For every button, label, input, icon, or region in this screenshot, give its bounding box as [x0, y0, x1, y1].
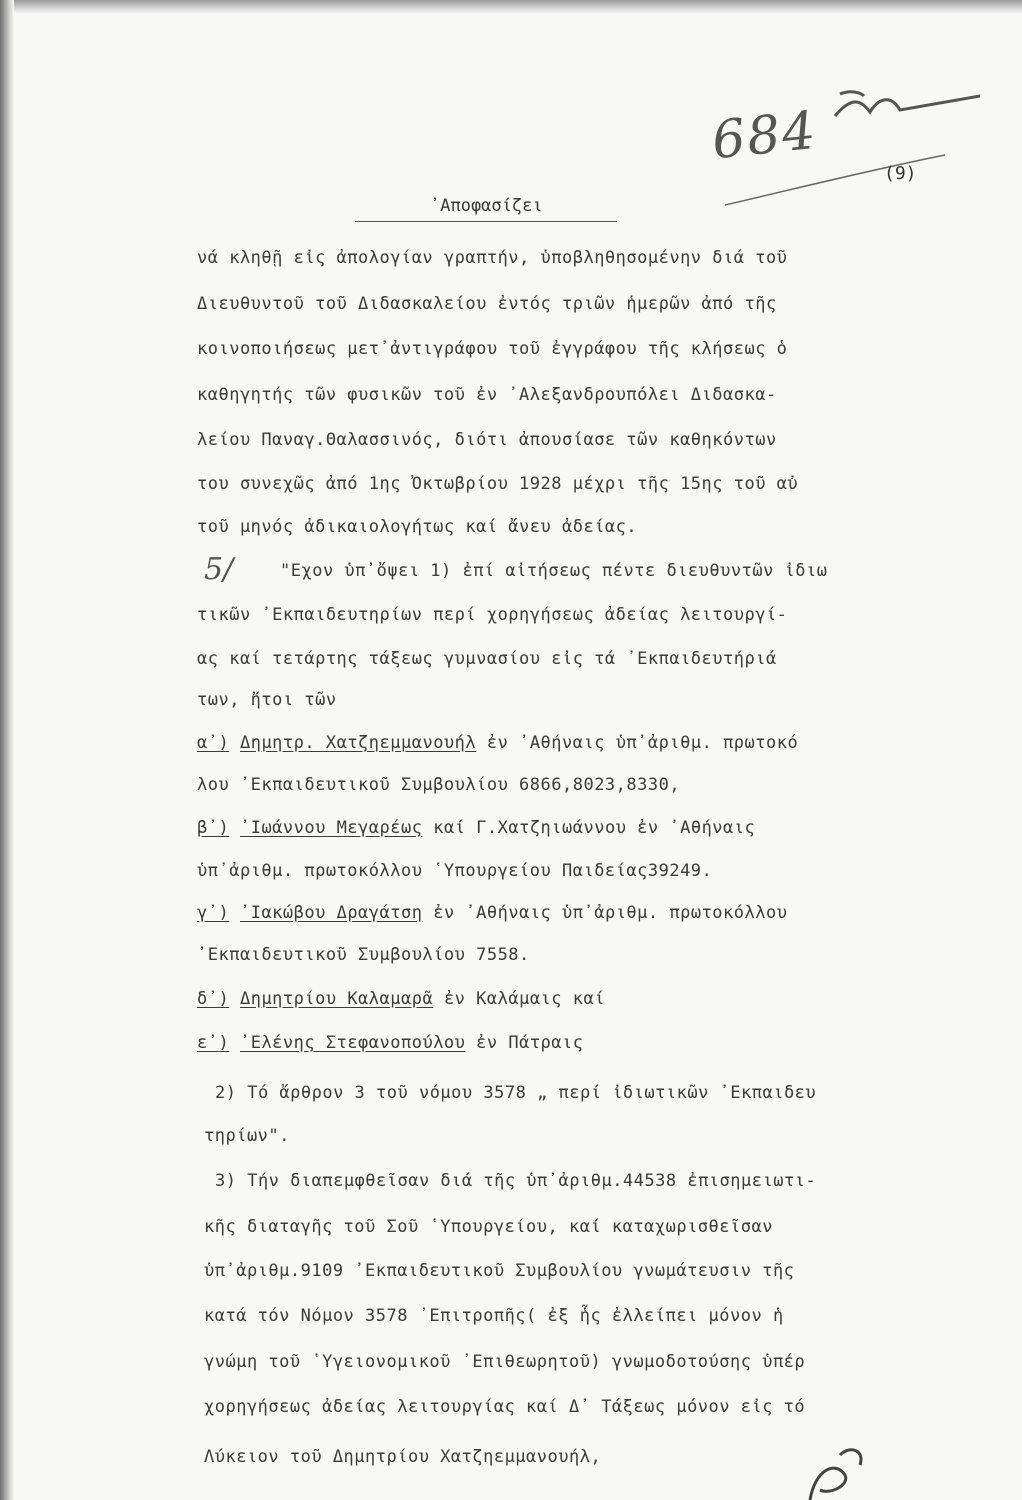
text-line: χορηγήσεως ἀδείας λειτουργίας καί Δ᾽ Τάξεως μόνον εἰς τό	[204, 1397, 806, 1417]
text-line: καθηγητής τῶν φυσικῶν τοῦ ἐν ᾽Αλεξανδρουπόλει Διδασκα-	[197, 385, 777, 405]
page-number: (9)	[884, 163, 917, 184]
text-line: κατά τόν Νόμον 3578 ᾽Επιτροπῆς( ἐξ ἧς ἐλλείπει μόνον ἡ	[204, 1306, 784, 1326]
text-line: ας καί τετάρτης τάξεως γυμνασίου εἰς τά ᾽Εκπαιδευτήριά	[197, 649, 777, 669]
item-label: α᾽)	[197, 733, 230, 753]
list-item	[197, 989, 605, 1009]
list-item	[197, 733, 798, 753]
item-text: ἐν ᾽Αθήναις ὑπ᾽ἀριθμ. πρωτοκό	[476, 733, 799, 753]
text-line	[197, 861, 712, 881]
item-name: ᾽Ιακώβου Δραγάτση	[239, 903, 423, 923]
item-name: Δημητρίου Καλαμαρᾶ	[239, 989, 434, 1009]
handwritten-number: 684	[709, 100, 821, 172]
item-label: γ᾽)	[197, 903, 230, 923]
item-text: ᾽Εκπαιδευτικοῦ Συμβουλίου 7558.	[197, 945, 530, 965]
text-line: "Εχον ὑπ᾽ὄψει 1) ἐπί αἰτήσεως πέντε διευθυντῶν ἰδιω	[280, 561, 828, 581]
item-label: δ᾽)	[197, 989, 230, 1009]
page-left-edge	[0, 0, 14, 1500]
text-line: κοινοποιήσεως μετ᾽ἀντιγράφου τοῦ ἐγγράφου τῆς κλήσεως ὁ	[197, 339, 788, 359]
list-item	[197, 1033, 584, 1053]
item-name: Δημητρ. Χατζηεμμανουήλ	[239, 733, 477, 753]
heading: ᾽Αποφασίζει	[430, 196, 543, 216]
item-text: λου ᾽Εκπαιδευτικοῦ Συμβουλίου 6866,8023,8330,	[197, 775, 681, 795]
handwritten-signature-mark	[790, 1440, 880, 1500]
item-text: ὑπ᾽ἀριθμ. πρωτοκόλλου ῾Υπουργείου Παιδείας39249.	[197, 861, 713, 881]
text-line: νά κληθῇ εἰς ἀπολογίαν γραπτήν, ὑποβληθησομένην διά τοῦ	[197, 248, 788, 268]
text-line: Λύκειον τοῦ Δημητρίου Χατζηεμμανουήλ,	[204, 1447, 602, 1467]
text-line: τηρίων".	[204, 1126, 290, 1146]
item-name: ᾽Ελένης Στεφανοπούλου	[239, 1033, 466, 1053]
handwritten-scribble	[830, 86, 990, 126]
text-line: κῆς διαταγῆς τοῦ Σοῦ ῾Υπουργείου, καί καταχωρισθεῖσαν	[204, 1217, 773, 1237]
item-label: ε᾽)	[197, 1033, 230, 1053]
text-line: 2) Τό ἄρθρον 3 τοῦ νόμου 3578 „ περί ἰδιωτικῶν ᾽Εκπαιδευ	[215, 1083, 817, 1103]
item-name: ᾽Ιωάννου Μεγαρέως	[239, 818, 423, 838]
text-line: του συνεχῶς ἀπό 1ης Ὀκτωβρίου 1928 μέχρι τῆς 15ης τοῦ αὐ	[197, 474, 799, 494]
text-line: λείου Παναγ.Θαλασσινός, διότι ἀπουσίασε τῶν καθηκόντων	[197, 430, 777, 450]
text-line: ὑπ᾽ἀριθμ.9109 ᾽Εκπαιδευτικοῦ Συμβουλίου γνωμάτευσιν τῆς	[204, 1261, 795, 1281]
text-line: 3) Τήν διαπεμφθεῖσαν διά τῆς ὑπ᾽ἀριθμ.44538 ἐπισημειωτι-	[215, 1171, 817, 1191]
item-text: ἐν ᾽Αθήναις ὑπ᾽ἀριθμ. πρωτοκόλλου	[422, 903, 788, 923]
item-text: ἐν Καλάμαις καί	[433, 989, 605, 1009]
list-item	[197, 818, 755, 838]
paragraph-number-mark: 5/	[204, 552, 234, 587]
text-line: Διευθυντοῦ τοῦ Διδασκαλείου ἐντός τριῶν ἡμερῶν ἀπό τῆς	[197, 294, 777, 314]
item-text: καί Γ.Χατζηιωάννου ἐν ᾽Αθήναις	[422, 818, 756, 838]
text-line	[197, 775, 680, 795]
text-line: γνώμη τοῦ ῾Υγειονομικοῦ ᾽Επιθεωρητοῦ) γνωμοδοτούσης ὑπέρ	[204, 1352, 806, 1372]
text-line: τοῦ μηνός ἀδικαιολογήτως καί ἄνευ ἀδείας.	[197, 517, 638, 537]
heading-underline	[355, 221, 617, 222]
text-line	[197, 945, 530, 965]
item-label: β᾽)	[197, 818, 230, 838]
text-line: τικῶν ᾽Εκπαιδευτηρίων περί χορηγήσεως ἀδείας λειτουργί-	[197, 605, 788, 625]
page-top-edge	[0, 0, 1022, 14]
item-text: ἐν Πάτραις	[465, 1033, 584, 1053]
list-item	[197, 903, 787, 923]
text-line: των, ἤτοι τῶν	[197, 690, 337, 710]
